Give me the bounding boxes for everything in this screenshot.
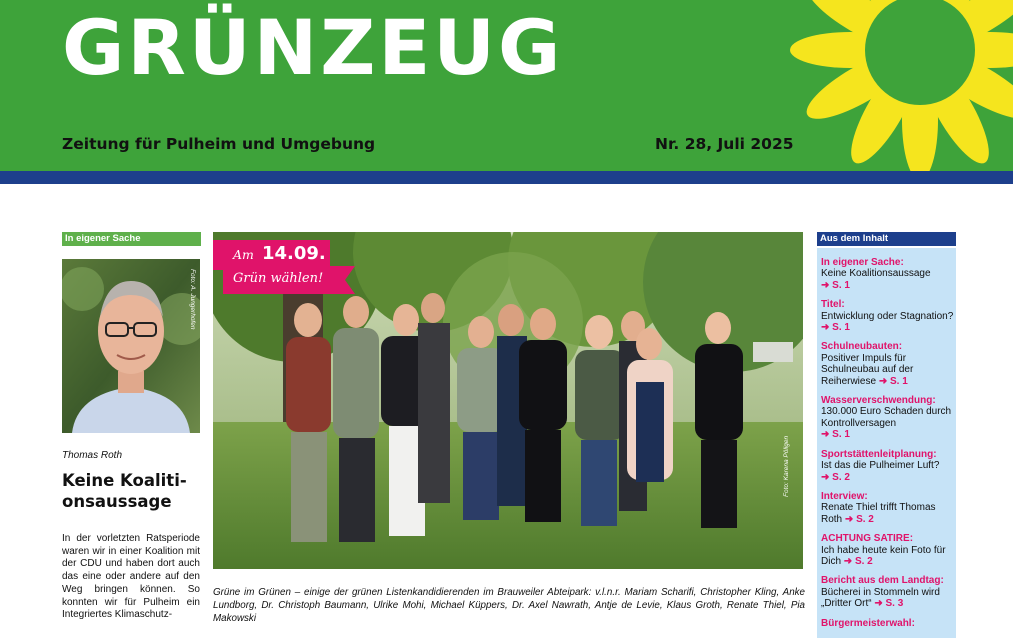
toc-category: Interview: xyxy=(821,490,868,502)
vote-green-badge xyxy=(223,266,355,294)
toc-category: Wasserverschwendung: xyxy=(821,395,936,407)
issue-number: Nr. 28, Juli 2025 xyxy=(655,135,794,153)
header-divider xyxy=(0,171,1013,184)
toc-category: In eigener Sache: xyxy=(821,257,904,268)
badge-slogan: Grün wählen! xyxy=(233,271,324,286)
toc-page: ➜ S. 1 xyxy=(821,322,850,334)
toc-text: Ist das die Pulheimer Luft? xyxy=(821,460,940,472)
masthead xyxy=(0,0,1013,171)
toc-item[interactable] xyxy=(821,618,956,629)
photo-credit: Foto: Karena Pöligen xyxy=(783,435,790,497)
toc-item[interactable] xyxy=(821,575,956,609)
toc-text: Entwicklung oder Stagnation? ➜ S. 1 xyxy=(821,310,954,334)
toc-text: Renate Thiel trifft Thomas Roth ➜ S. 2 xyxy=(821,502,936,525)
toc-item[interactable] xyxy=(821,449,956,483)
toc-page: ➜ S. 1 xyxy=(821,279,850,291)
toc-category: Bürgermeisterwahl: xyxy=(821,617,915,629)
toc-item[interactable] xyxy=(821,341,956,387)
toc-category: Titel: xyxy=(821,299,845,311)
toc-category: Bericht aus dem Landtag: xyxy=(821,575,944,587)
toc-category: Sportstättenleitplanung: xyxy=(821,448,937,460)
photo-caption: Grüne im Grünen – einige der grünen Listenkandidierenden im Brauweiler Abteipark: v.l.n.r. Mariam Scharifi, Christopher Kling, Anke Lundborg, Dr. Christoph Baumann, Ulrike Mohi, Michael Küppers, Dr. Axel Nawrath, Antje de Levie, Klaus Groth, Renate Thiel, Pia Makowski xyxy=(213,587,805,625)
article-headline: Keine Koaliti- onsaussage xyxy=(62,471,187,511)
toc-page: ➜ S. 2 xyxy=(821,471,850,483)
toc-item[interactable] xyxy=(821,533,956,567)
toc-item[interactable] xyxy=(821,491,956,525)
contents-box xyxy=(817,248,956,638)
toc-page: ➜ S. 3 xyxy=(874,598,904,610)
toc-text: Keine Koalitionsaussage xyxy=(821,268,931,280)
toc-category: Schulneubauten: xyxy=(821,341,903,353)
toc-item[interactable] xyxy=(821,299,956,333)
toc-item[interactable] xyxy=(821,257,956,291)
toc-text: Bücherei in Stommeln wird „Dritter Ort“ ➜ S. 3 xyxy=(821,586,940,610)
contents-heading: Aus dem Inhalt xyxy=(817,232,956,246)
article-body: In der vorletzten Ratsperiode waren wir in einer Koalition mit der CDU und haben dort auch das eine oder andere auf den Weg bringen können. So konnten wir für Pulheim ein Integriertes Klimaschutz- xyxy=(62,533,200,621)
toc-page: ➜ S. 1 xyxy=(878,375,908,387)
toc-text: 130.000 Euro Schaden durch Kontrollversagen xyxy=(821,406,952,429)
newspaper-title: GRÜNZEUG xyxy=(62,3,564,92)
badge-date: 14.09. xyxy=(262,243,326,264)
badge-prefix: Am xyxy=(233,247,254,262)
sunflower-logo xyxy=(780,0,1013,171)
portrait-photo-credit: Foto: A. Jungerhofen xyxy=(189,269,196,330)
toc-item[interactable] xyxy=(821,395,956,441)
author-portrait xyxy=(62,259,200,433)
toc-category: ACHTUNG SATIRE: xyxy=(821,533,914,545)
article-author: Thomas Roth xyxy=(62,450,123,461)
toc-page: ➜ S. 2 xyxy=(844,513,874,525)
toc-text: Positiver Impuls für Schulneubau auf der Reiherwiese ➜ S. 1 xyxy=(821,352,914,387)
newspaper-subtitle: Zeitung für Pulheim und Umgebung xyxy=(62,135,376,153)
toc-page: ➜ S. 2 xyxy=(843,555,873,567)
section-label-in-eigener-sache: In eigener Sache xyxy=(62,232,201,246)
toc-page: ➜ S. 1 xyxy=(821,429,850,441)
toc-text: Ich habe heute kein Foto für Dich ➜ S. 2 xyxy=(821,544,946,567)
